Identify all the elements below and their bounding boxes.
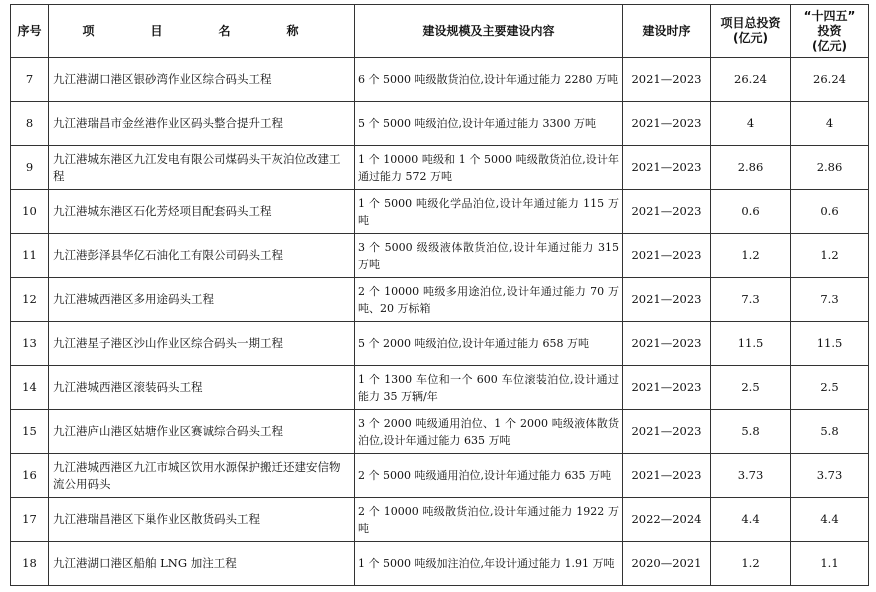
cell-num: 9 [11,146,49,190]
cell-content: 3 个 5000 级级液体散货泊位,设计年通过能力 315 万吨 [355,234,623,278]
cell-fyp-investment: 2.5 [791,366,869,410]
cell-name: 九江港庐山港区姑塘作业区赛诚综合码头工程 [49,410,355,454]
table-row [11,366,869,410]
header-fyp-line3: (亿元) [812,38,847,53]
cell-fyp-investment: 1.2 [791,234,869,278]
cell-fyp-investment: 7.3 [791,278,869,322]
header-fyp-line2: 投资 [817,23,842,38]
header-total-investment [711,5,791,58]
table-row [11,498,869,542]
header-num: 序号 [11,5,49,58]
cell-num: 13 [11,322,49,366]
cell-fyp-investment: 26.24 [791,58,869,102]
header-name-label: 项 目 名 称 [82,23,321,38]
cell-num: 16 [11,454,49,498]
cell-total-investment: 2.86 [711,146,791,190]
cell-content: 2 个 10000 吨级多用途泊位,设计年通过能力 70 万吨、20 万标箱 [355,278,623,322]
table-row [11,58,869,102]
cell-name: 九江港瑞昌港区下巢作业区散货码头工程 [49,498,355,542]
header-fyp-line1: “十四五” [803,8,856,23]
header-fyp-investment [791,5,869,58]
cell-time: 2021—2023 [623,146,711,190]
cell-total-investment: 5.8 [711,410,791,454]
cell-content: 5 个 2000 吨级泊位,设计年通过能力 658 万吨 [355,322,623,366]
cell-total-investment: 7.3 [711,278,791,322]
cell-total-investment: 1.2 [711,234,791,278]
cell-time: 2020—2021 [623,542,711,586]
table-row [11,234,869,278]
cell-fyp-investment: 4.4 [791,498,869,542]
cell-num: 7 [11,58,49,102]
cell-content: 1 个 5000 吨级化学品泊位,设计年通过能力 115 万吨 [355,190,623,234]
cell-name: 九江港彭泽县华亿石油化工有限公司码头工程 [49,234,355,278]
table-row [11,102,869,146]
table-body [11,58,869,586]
cell-num: 11 [11,234,49,278]
header-total-line1: 项目总投资 [720,16,781,30]
cell-num: 18 [11,542,49,586]
cell-total-investment: 0.6 [711,190,791,234]
cell-name: 九江港湖口港区船舶 LNG 加注工程 [49,542,355,586]
cell-fyp-investment: 3.73 [791,454,869,498]
table-row [11,542,869,586]
cell-time: 2021—2023 [623,58,711,102]
cell-content: 2 个 5000 吨级通用泊位,设计年通过能力 635 万吨 [355,454,623,498]
table-row [11,410,869,454]
table-row [11,190,869,234]
table-header-row [11,5,869,58]
table-row [11,454,869,498]
table-row [11,278,869,322]
cell-name: 九江港湖口港区银砂湾作业区综合码头工程 [49,58,355,102]
cell-content: 2 个 10000 吨级散货泊位,设计年通过能力 1922 万吨 [355,498,623,542]
cell-time: 2022—2024 [623,498,711,542]
cell-content: 3 个 2000 吨级通用泊位、1 个 2000 吨级液体散货泊位,设计年通过能力 635 万吨 [355,410,623,454]
cell-content: 1 个 1300 车位和一个 600 车位滚装泊位,设计通过能力 35 万辆/年 [355,366,623,410]
cell-fyp-investment: 5.8 [791,410,869,454]
cell-num: 8 [11,102,49,146]
header-content: 建设规模及主要建设内容 [355,5,623,58]
cell-time: 2021—2023 [623,410,711,454]
cell-time: 2021—2023 [623,102,711,146]
header-total-line2: (亿元) [733,31,768,45]
cell-time: 2021—2023 [623,366,711,410]
cell-time: 2021—2023 [623,190,711,234]
cell-name: 九江港城东港区石化芳烃项目配套码头工程 [49,190,355,234]
cell-name: 九江港城西港区九江市城区饮用水源保护搬迁还建安信物流公用码头 [49,454,355,498]
cell-content: 1 个 5000 吨级加注泊位,年设计通过能力 1.91 万吨 [355,542,623,586]
cell-total-investment: 4.4 [711,498,791,542]
cell-total-investment: 4 [711,102,791,146]
cell-num: 14 [11,366,49,410]
cell-time: 2021—2023 [623,278,711,322]
cell-total-investment: 26.24 [711,58,791,102]
cell-num: 12 [11,278,49,322]
cell-content: 5 个 5000 吨级泊位,设计年通过能力 3300 万吨 [355,102,623,146]
projects-table [10,4,869,586]
cell-name: 九江港城东港区九江发电有限公司煤码头干灰泊位改建工程 [49,146,355,190]
header-time: 建设时序 [623,5,711,58]
cell-total-investment: 3.73 [711,454,791,498]
cell-name: 九江港瑞昌市金丝港作业区码头整合提升工程 [49,102,355,146]
cell-num: 17 [11,498,49,542]
table-row [11,146,869,190]
cell-total-investment: 11.5 [711,322,791,366]
header-name [49,5,355,58]
cell-fyp-investment: 11.5 [791,322,869,366]
table-row [11,322,869,366]
cell-fyp-investment: 1.1 [791,542,869,586]
cell-num: 10 [11,190,49,234]
cell-time: 2021—2023 [623,234,711,278]
cell-name: 九江港城西港区滚装码头工程 [49,366,355,410]
cell-fyp-investment: 0.6 [791,190,869,234]
cell-content: 6 个 5000 吨级散货泊位,设计年通过能力 2280 万吨 [355,58,623,102]
cell-total-investment: 2.5 [711,366,791,410]
cell-name: 九江港城西港区多用途码头工程 [49,278,355,322]
cell-name: 九江港星子港区沙山作业区综合码头一期工程 [49,322,355,366]
cell-time: 2021—2023 [623,322,711,366]
cell-content: 1 个 10000 吨级和 1 个 5000 吨级散货泊位,设计年通过能力 572 万吨 [355,146,623,190]
cell-fyp-investment: 2.86 [791,146,869,190]
cell-num: 15 [11,410,49,454]
cell-total-investment: 1.2 [711,542,791,586]
cell-fyp-investment: 4 [791,102,869,146]
cell-time: 2021—2023 [623,454,711,498]
